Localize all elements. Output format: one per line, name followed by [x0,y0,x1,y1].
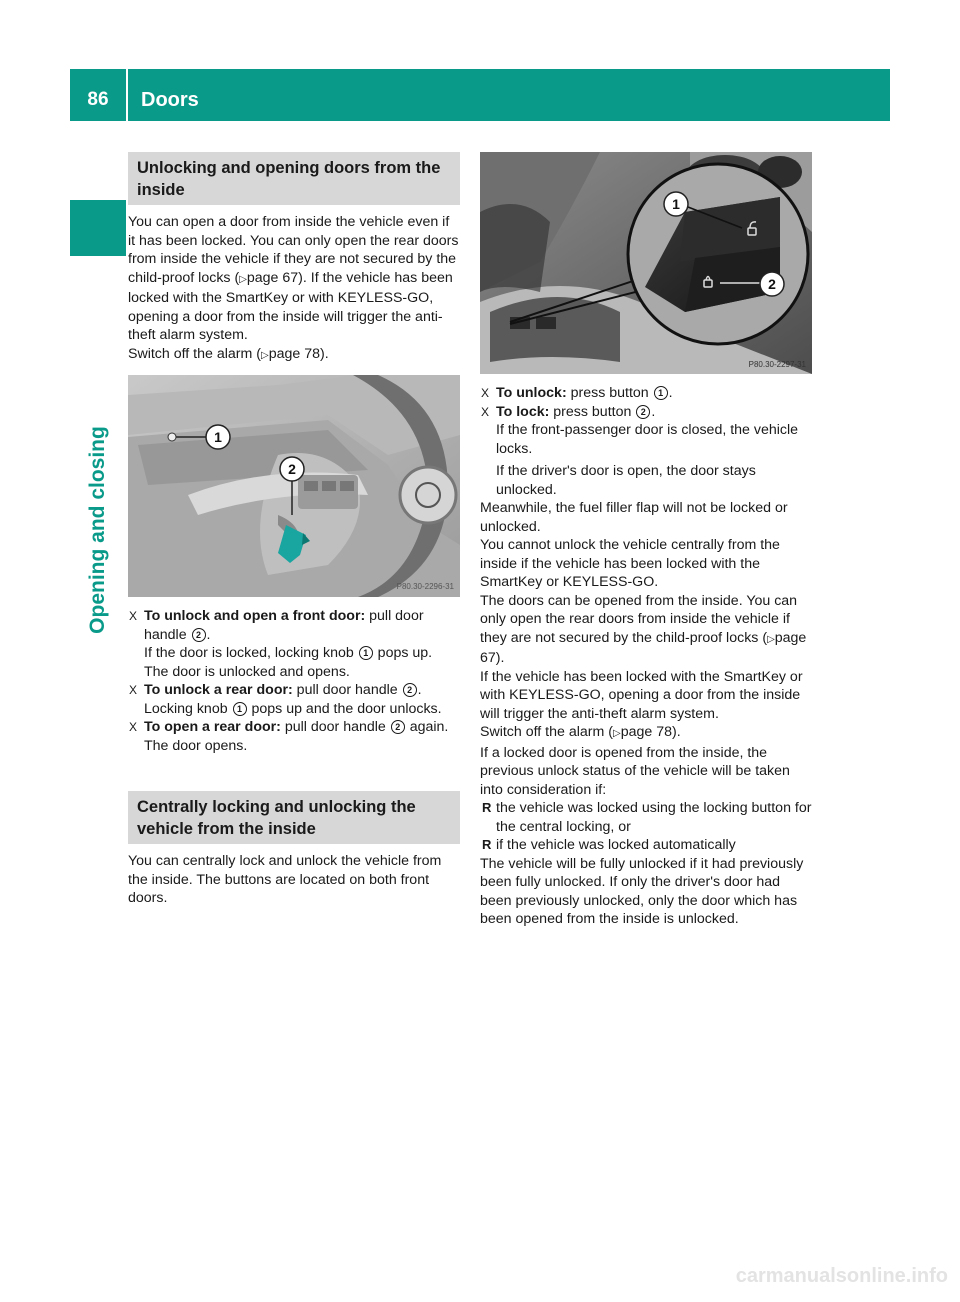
page-ref-arrow-icon: ▷ [613,728,621,739]
header-divider [126,69,128,121]
alarm-trigger-paragraph: If the vehicle has been locked with the SmartKey or with KEYLESS-GO, opening a door from the inside will trigger the anti-theft alarm system. [480,668,803,722]
callout-ref-2: 2 [403,683,417,697]
step-open-rear-door: X To open a rear door: pull door handle 2 again. The door opens. [129,719,449,754]
alarm-paragraph: Switch off the alarm (▷page 78). [128,345,329,362]
doors-opened-paragraph: The doors can be opened from the inside. You can only open the rear doors from inside the vehicle if they are not secured by the child-proof locks (▷page 67). [480,592,807,666]
step-marker: X [129,720,138,734]
callout-ref-2: 2 [192,628,206,642]
callout-ref-1: 1 [654,386,668,400]
cannot-unlock-paragraph: You cannot unlock the vehicle centrally from the inside if the vehicle has been locked with the SmartKey or KEYLESS-GO. [480,537,780,590]
figure-code: P80.30-2296-31 [396,582,454,591]
callout-ref-1: 1 [233,702,247,716]
callout-ref-2: 2 [391,720,405,734]
bullet-marker: R [482,800,492,815]
callout-ref-1: 1 [359,646,373,660]
central-locking-buttons-figure [480,152,812,374]
chapter-tab-marker [70,200,126,256]
step-unlock-front-door: X To unlock and open a front door: pull door handle 2 . If the door is locked, locking knob 1 pops up. The door is unlocked and opens. [129,608,433,680]
chapter-label-text: Opening and closing [86,426,109,634]
bullet-marker: R [482,837,492,852]
page-ref-arrow-icon: ▷ [767,633,775,645]
fuel-flap-paragraph: Meanwhile, the fuel filler flap will not be locked or unlocked. [480,500,788,535]
fully-unlocked-paragraph: The vehicle will be fully unlocked if it had previously been fully unlocked. If only the driver's door had been previously unlocked, only the door which has been opened from the inside is unlocked. [480,855,804,927]
section-heading-unlocking: Unlocking and opening doors from the inside [128,152,460,205]
left-column [128,152,460,908]
page-ref-arrow-icon: ▷ [261,349,269,361]
central-locking-paragraph: You can centrally lock and unlock the vehicle from the inside. The buttons are located on both front doors. [128,853,442,906]
footer-watermark: carmanualsonline.info [735,1265,948,1287]
step-marker: X [129,683,138,697]
step-unlock-central: X To unlock: press button 1 . [481,385,673,401]
step-marker: X [481,386,490,400]
section-heading-central-locking: Centrally locking and unlocking the vehicle from the inside [128,791,460,844]
door-handle-figure [128,375,460,597]
callout-1-label: 1 [672,196,680,212]
list-item: R if the vehicle was locked automatically [482,837,736,853]
intro-paragraph: You can open a door from inside the vehicle even if it has been locked. You can only open the rear doors from inside the vehicle if they are not secured by the child-proof locks (▷page 67). If the vehicle has been locked with the SmartKey or with KEYLESS-GO, opening a door from the inside will trigger the anti-theft alarm system. [128,214,459,343]
step-unlock-rear-door: X To unlock a rear door: pull door handle 2 . Locking knob 1 pops up and the door unlocks. [129,682,442,717]
figure-code: P80.30-2297-31 [748,360,806,369]
list-item: R the vehicle was locked using the locking button for the central locking, or [482,800,812,835]
step-lock-central: X To lock: press button 2 . If the front-passenger door is closed, the vehicle locks. If the driver's door is open, the door stays unlocked. [481,403,799,498]
callout-ref-2: 2 [636,405,650,419]
step-marker: X [481,404,490,419]
callout-2-label: 2 [288,461,296,477]
page-title: Doors [141,89,199,111]
unlock-status-paragraph: If a locked door is opened from the inside, the previous unlock status of the vehicle will be taken into consideration if: [480,744,790,798]
page-ref-arrow-icon: ▷ [239,273,247,285]
callout-1-label: 1 [214,429,222,445]
page-number: 86 [87,89,109,110]
right-column [480,152,812,929]
callout-2-label: 2 [768,276,776,292]
chapter-label [72,310,124,750]
step-marker: X [129,609,138,623]
switch-off-alarm-paragraph: Switch off the alarm (▷page 78). [480,724,681,740]
